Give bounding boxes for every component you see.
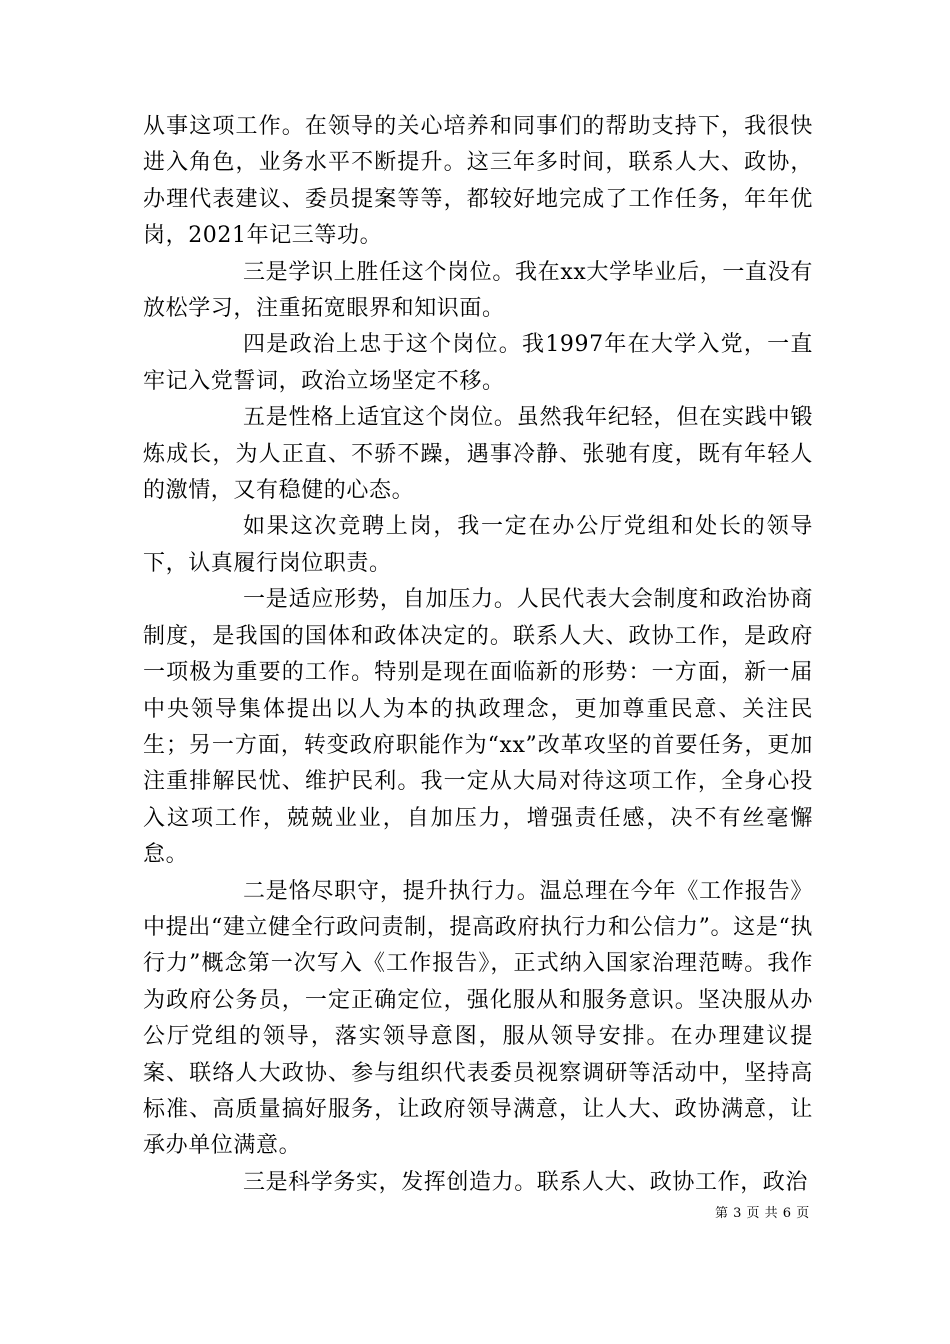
page-number: 第 3 页 共 6 页 (715, 1206, 810, 1221)
document-body (143, 109, 813, 1201)
paragraph-point-four: 四是政治上忠于这个岗位。我1997年在大学入党，一直牢记入党誓词，政治立场坚定不移。 (143, 332, 813, 394)
paragraph-plan-two: 二是恪尽职守，提升执行力。温总理在今年《工作报告》中提出“建立健全行政问责制，提高政府执行力和公信力”。这是“执行力”概念第一次写入《工作报告》，正式纳入国家治理范畴。我作为政府公务员，一定正确定位，强化服从和服务意识。坚决服从办公厅党组的领导，落实领导意图，服从领导安排。在办理建议提案、联络人大政协、参与组织代表委员视察调研等活动中，坚持高标准、高质量搞好服务，让政府领导满意，让人大、政协满意，让承办单位满意。 (143, 878, 813, 1159)
paragraph-if-appointed: 如果这次竞聘上岗，我一定在办公厅党组和处长的领导下，认真履行岗位职责。 (143, 514, 813, 576)
paragraph-plan-three: 三是科学务实，发挥创造力。联系人大、政协工作，政治 (243, 1169, 809, 1195)
paragraph-continuation: 从事这项工作。在领导的关心培养和同事们的帮助支持下，我很快进入角色，业务水平不断提升。这三年多时间，联系人大、政协，办理代表建议、委员提案等等，都较好地完成了工作任务，年年优岗，2021年记三等功。 (143, 114, 813, 249)
paragraph-point-five: 五是性格上适宜这个岗位。虽然我年纪轻，但在实践中锻炼成长，为人正直、不骄不躁，遇事冷静、张驰有度，既有年轻人的激情，又有稳健的心态。 (143, 405, 813, 504)
paragraph-point-three: 三是学识上胜任这个岗位。我在xx大学毕业后，一直没有放松学习，注重拓宽眼界和知识面。 (143, 259, 813, 322)
paragraph-plan-one: 一是适应形势，自加压力。人民代表大会制度和政治协商制度，是我国的国体和政体决定的。联系人大、政协工作，是政府一项极为重要的工作。特别是现在面临新的形势：一方面，新一届中央领导集体提出以人为本的执政理念，更加尊重民意、关注民生；另一方面，转变政府职能作为“xx”改革攻坚的首要任务，更加注重排解民忧、维护民利。我一定从大局对待这项工作，全身心投入这项工作，兢兢业业，自加压力，增强责任感，决不有丝毫懈怠。 (143, 587, 813, 868)
